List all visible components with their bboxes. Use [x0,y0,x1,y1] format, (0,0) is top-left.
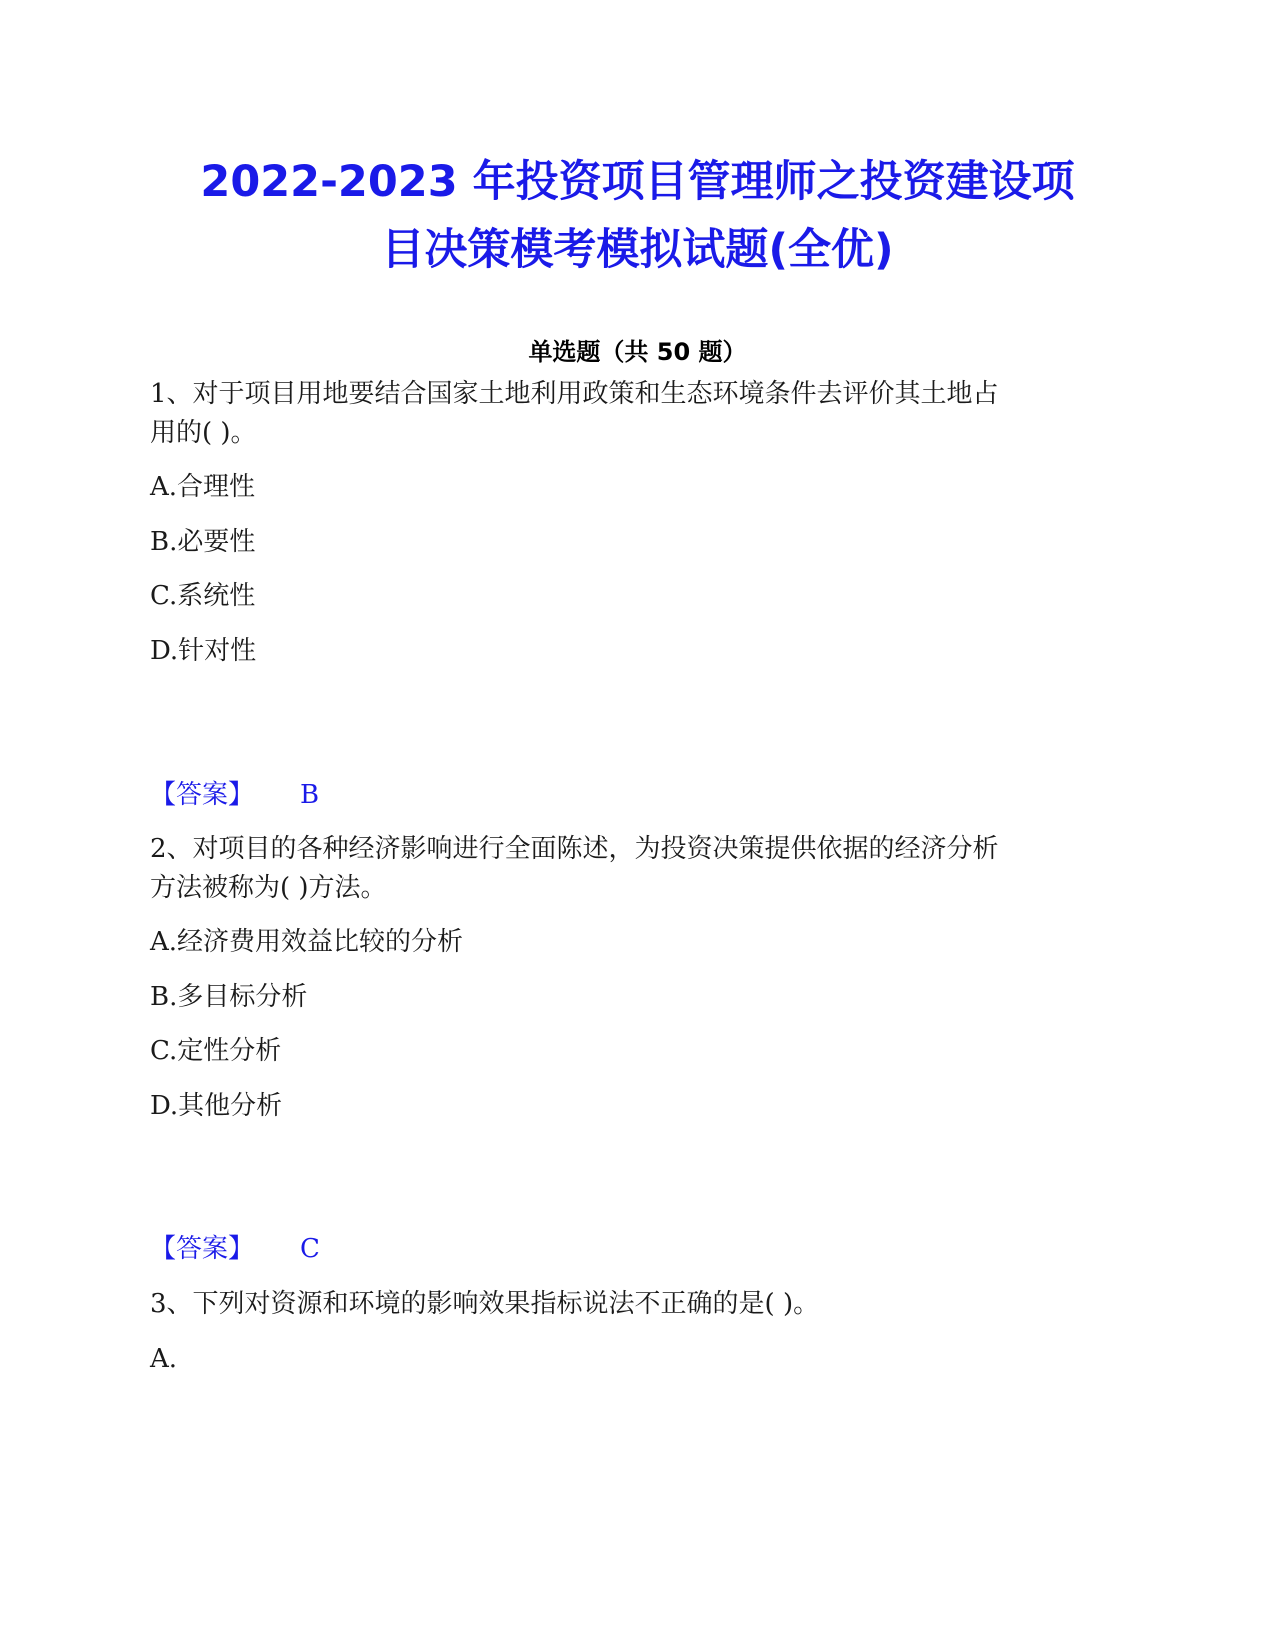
question-1-answer [150,775,319,815]
answer-label: 【答案】 [150,780,255,810]
question-3-stem-line-1: 3、下列对资源和环境的影响效果指标说法不正确的是( )。 [150,1289,820,1319]
document-title-line-2: 目决策模考模拟试题(全优) [381,225,894,275]
question-2-answer [150,1229,320,1269]
question-1-stem-line-2: 用的( )。 [150,418,257,448]
question-1-option-d: D.针对性 [150,636,257,666]
question-1-option-c: C.系统性 [150,581,256,611]
question-1-stem-line-1: 1、对于项目用地要结合国家土地利用政策和生态环境条件去评价其土地占 [150,379,999,409]
question-2-stem-line-1: 2、对项目的各种经济影响进行全面陈述，为投资决策提供依据的经济分析 [150,834,999,864]
question-2-option-d: D.其他分析 [150,1091,283,1121]
question-2-option-a: A.经济费用效益比较的分析 [150,927,464,957]
answer-value: C [300,1234,320,1264]
question-2-option-c: C.定性分析 [150,1036,282,1066]
document-title-line-1: 2022-2023 年投资项目管理师之投资建设项 [200,157,1075,207]
answer-label: 【答案】 [150,1234,255,1264]
question-1-option-a: A.合理性 [150,472,256,502]
question-2-stem-line-2: 方法被称为( )方法。 [150,873,387,903]
question-2-option-b: B.多目标分析 [150,982,308,1012]
section-heading: 单选题（共 50 题） [528,338,747,366]
answer-value: B [300,780,320,810]
document-title [140,148,1135,284]
question-1-option-b: B.必要性 [150,527,256,557]
question-3-option-a: A. [150,1344,178,1374]
